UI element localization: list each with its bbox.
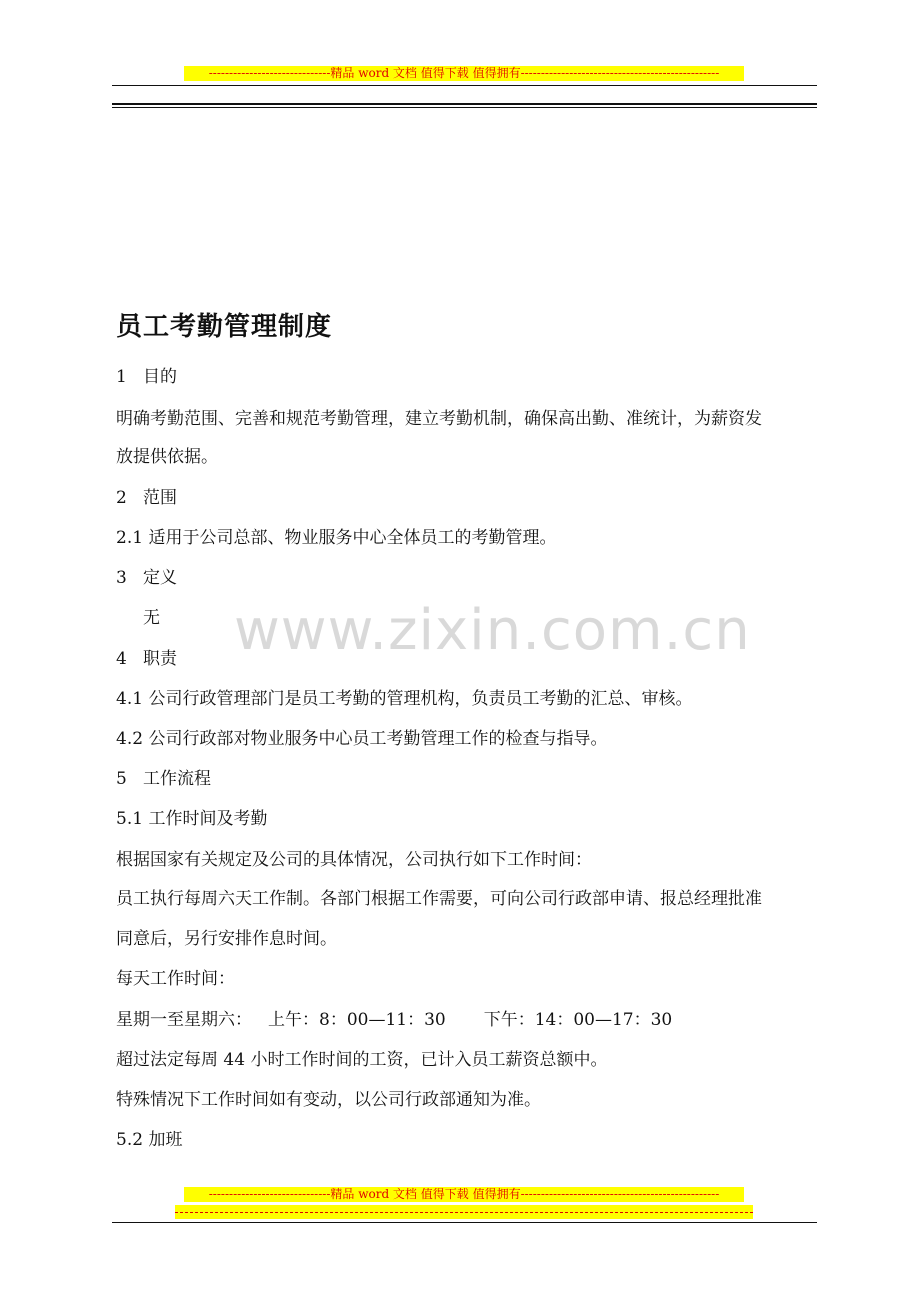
section-number: 5	[116, 769, 127, 789]
paragraph-overtime-wage: 超过法定每周 44 小时工作时间的工资，已计入员工薪资总额中。	[116, 1050, 608, 1070]
schedule-afternoon: 下午：14：00—17：30	[483, 1010, 673, 1030]
document-title: 员工考勤管理制度	[116, 312, 333, 342]
footer-dash-band	[175, 1205, 753, 1219]
footer-banner: ------------------------------精品 word 文档 值得下载 值得拥有-------------------------------------------------	[184, 1187, 744, 1202]
schedule-days: 星期一至星期六：	[116, 1010, 252, 1030]
section-5-heading	[116, 764, 211, 789]
section-1-heading	[116, 362, 177, 387]
schedule-line	[116, 1005, 672, 1030]
header-banner: ------------------------------精品 word 文档 值得下载 值得拥有-------------------------------------------------	[184, 66, 744, 81]
footer-rule	[112, 1222, 817, 1223]
paragraph-special-cases: 特殊情况下工作时间如有变动，以公司行政部通知为准。	[116, 1090, 541, 1110]
watermark: www.zixin.com.cn	[234, 598, 751, 663]
paragraph-workweek-line-1: 员工执行每周六天工作制。各部门根据工作需要，可向公司行政部申请、报总经理批准	[116, 889, 762, 909]
duty-item-4-2: 4.2 公司行政部对物业服务中心员工考勤管理工作的检查与指导。	[116, 729, 608, 749]
section-title: 定义	[143, 568, 177, 588]
section-number: 1	[116, 367, 127, 387]
subsection-5-1-heading: 5.1 工作时间及考勤	[116, 809, 268, 829]
header-rule-thick	[112, 103, 817, 105]
paragraph-daily-hours-label: 每天工作时间：	[116, 969, 235, 989]
section-4-heading	[116, 644, 177, 669]
section-title: 工作流程	[143, 769, 211, 789]
section-title: 范围	[143, 488, 177, 508]
schedule-morning: 上午：8：00—11：30	[268, 1010, 446, 1030]
section-title: 职责	[143, 649, 177, 669]
section-number: 3	[116, 568, 127, 588]
scope-item-2-1: 2.1 适用于公司总部、物业服务中心全体员工的考勤管理。	[116, 528, 557, 548]
purpose-paragraph-line-1: 明确考勤范围、完善和规范考勤管理，建立考勤机制，确保高出勤、准统计，为薪资发	[116, 409, 762, 429]
definition-body: 无	[143, 608, 160, 628]
purpose-paragraph-line-2: 放提供依据。	[116, 447, 218, 467]
subsection-5-2-heading: 5.2 加班	[116, 1130, 183, 1150]
paragraph-work-hours-intro: 根据国家有关规定及公司的具体情况，公司执行如下工作时间：	[116, 850, 592, 870]
section-3-heading	[116, 563, 177, 588]
section-number: 2	[116, 488, 127, 508]
section-title: 目的	[143, 367, 177, 387]
section-2-heading	[116, 483, 177, 508]
header-rule-thin	[112, 107, 817, 108]
section-number: 4	[116, 649, 127, 669]
header-rule-top	[112, 85, 817, 86]
paragraph-workweek-line-2: 同意后，另行安排作息时间。	[116, 929, 337, 949]
duty-item-4-1: 4.1 公司行政管理部门是员工考勤的管理机构，负责员工考勤的汇总、审核。	[116, 689, 693, 709]
